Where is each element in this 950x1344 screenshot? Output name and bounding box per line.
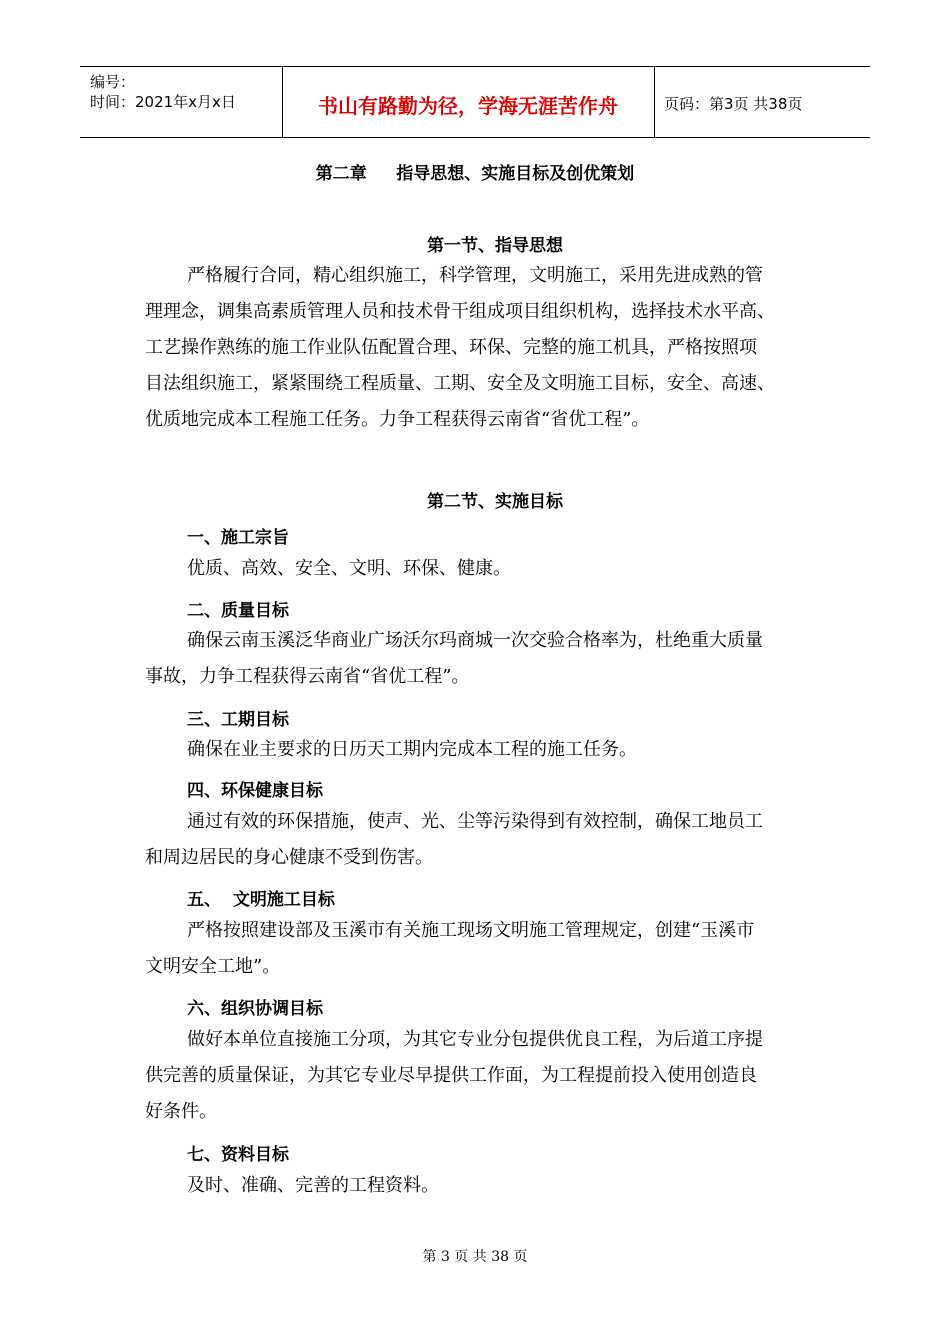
paragraph-line: 确保在业主要求的日历天工期内完成本工程的施工任务。 (187, 739, 637, 760)
subsection-heading: 六、组织协调目标 (187, 999, 323, 1019)
header-motto-cell (282, 67, 655, 137)
document-date: 时间：2021年x月x日 (90, 93, 236, 111)
subsection-body (145, 1022, 813, 1130)
subsection-body (145, 804, 813, 876)
paragraph-line: 理理念，调集高素质管理人员和技术骨干组成项目组织机构，选择技术水平高、 (145, 301, 775, 322)
paragraph-line: 和周边居民的身心健康不受到伤害。 (145, 847, 433, 868)
header-page-cell (654, 67, 870, 137)
chapter-title: 第二章 指导思想、实施目标及创优策划 (315, 164, 635, 184)
subsection-body (145, 732, 813, 768)
subsection-heading: 五、 文明施工目标 (187, 890, 335, 910)
paragraph-line: 文明安全工地”。 (145, 956, 281, 977)
paragraph-line: 确保云南玉溪泛华商业广场沃尔玛商城一次交验合格率为，杜绝重大质量 (187, 630, 763, 651)
section1-paragraph (145, 258, 813, 438)
header-meta-cell (80, 67, 283, 137)
subsection-heading: 七、资料目标 (187, 1145, 289, 1165)
section2-title: 第二节、实施目标 (427, 492, 563, 512)
subsection-body (145, 1168, 813, 1204)
paragraph-line: 优质地完成本工程施工任务。力争工程获得云南省“省优工程”。 (145, 409, 650, 430)
page-header (80, 66, 870, 138)
paragraph-line: 严格履行合同，精心组织施工，科学管理，文明施工，采用先进成熟的管 (187, 265, 763, 286)
paragraph-line: 事故，力争工程获得云南省“省优工程”。 (145, 666, 470, 687)
paragraph-line: 工艺操作熟练的施工作业队伍配置合理、环保、完整的施工机具，严格按照项 (145, 337, 757, 358)
subsection-heading: 四、环保健康目标 (187, 781, 323, 801)
section1-title: 第一节、指导思想 (427, 236, 563, 256)
paragraph-line: 好条件。 (145, 1101, 217, 1122)
subsection-body (145, 623, 813, 695)
page-footer: 第 3 页 共 38 页 (422, 1249, 528, 1265)
paragraph-line: 及时、准确、完善的工程资料。 (187, 1175, 439, 1196)
subsection-heading: 二、质量目标 (187, 601, 289, 621)
subsection-body (145, 913, 813, 985)
paragraph-line: 做好本单位直接施工分项，为其它专业分包提供优良工程，为后道工序提 (187, 1029, 763, 1050)
subsection-heading: 三、工期目标 (187, 710, 289, 730)
paragraph-line: 通过有效的环保措施，使声、光、尘等污染得到有效控制，确保工地员工 (187, 811, 763, 832)
document-number-label: 编号： (90, 73, 136, 91)
paragraph-line: 优质、高效、安全、文明、环保、健康。 (187, 558, 511, 579)
paragraph-line: 严格按照建设部及玉溪市有关施工现场文明施工管理规定，创建“玉溪市 (187, 920, 755, 941)
subsection-body (145, 551, 813, 587)
header-page-info: 页码：第3页 共38页 (664, 95, 803, 113)
paragraph-line: 供完善的质量保证，为其它专业尽早提供工作面，为工程提前投入使用创造良 (145, 1065, 757, 1086)
paragraph-line: 目法组织施工，紧紧围绕工程质量、工期、安全及文明施工目标，安全、高速、 (145, 373, 775, 394)
subsection-heading: 一、施工宗旨 (187, 528, 289, 548)
header-motto: 书山有路勤为径，学海无涯苦作舟 (318, 94, 618, 118)
